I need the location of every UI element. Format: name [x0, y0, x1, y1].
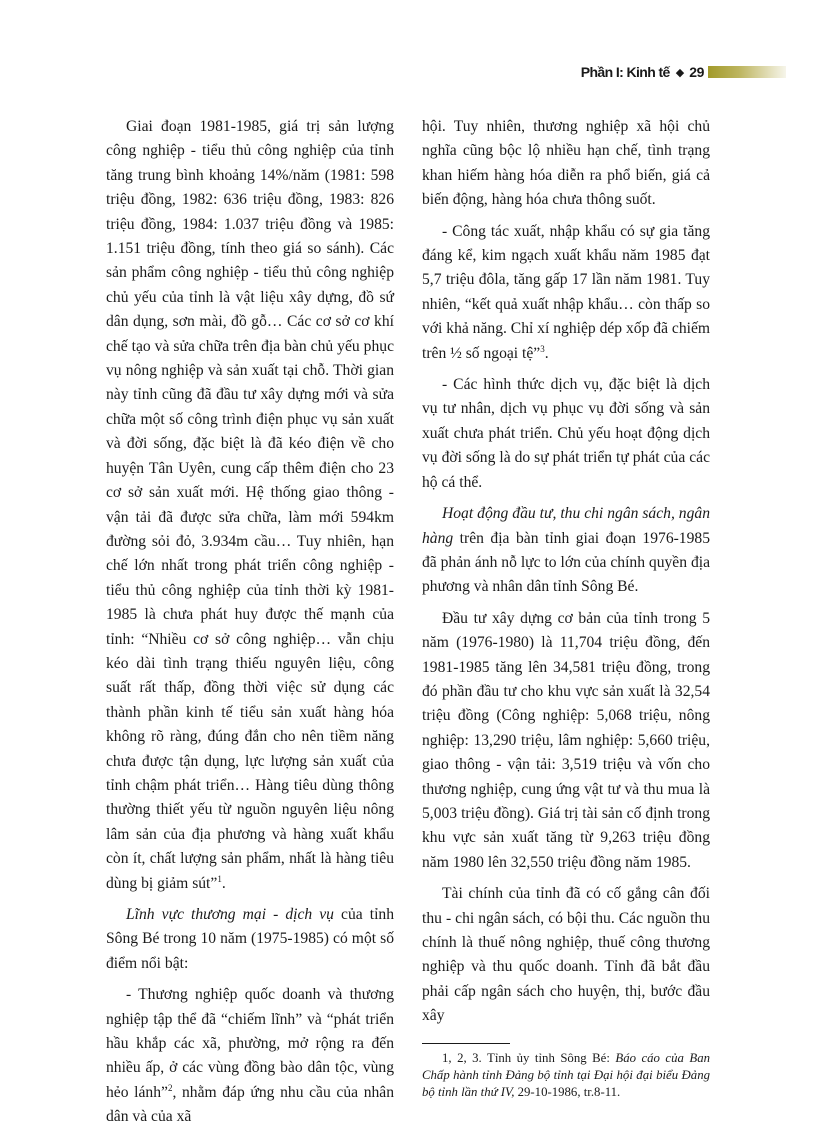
footnote-ref[interactable]: 1	[217, 873, 222, 884]
paragraph-continuation: hội. Tuy nhiên, thương nghiệp xã hội chủ nghĩa cũng bộc lộ nhiều hạn chế, tình trạng khan hiếm hàng hóa diễn ra phổ biến, giá cả biến động, hàng hóa chưa thông suốt.	[422, 118, 710, 209]
paragraph-text: của tỉnh Sông Bé trong 10 năm (1975-1985) có một số điểm nổi bật:	[106, 906, 394, 972]
paragraph-investment-intro	[422, 502, 710, 600]
section-title: Phần I: Kinh tế	[580, 64, 670, 80]
paragraph-services: - Các hình thức dịch vụ, đặc biệt là dịch vụ tư nhân, dịch vụ phục vụ đời sống và sản xuất chưa phát triển. Chủ yếu hoạt động dịch vụ đời sống là do sự phát triển tự phát của các hộ cá thể.	[422, 376, 710, 491]
diamond-icon: ◆	[675, 66, 685, 79]
right-column	[422, 115, 710, 1101]
paragraph-end: .	[221, 874, 226, 892]
paragraph-text: - Thương nghiệp quốc doanh và thương nghiệp tập thể đã “chiếm lĩnh” và “phát triển hầu khắp các xã, phường, mở rộng ra đến nhiều ấp, ở các vùng đồng bào dân tộc, vùng hẻo lánh”	[106, 986, 394, 1101]
running-header	[581, 62, 704, 82]
footnote-prefix: 1, 2, 3. Tỉnh ủy tỉnh Sông Bé:	[442, 1050, 616, 1065]
paragraph-finance: Tài chính của tỉnh đã có cố gắng cân đối thu - chi ngân sách, có bội thu. Các nguồn thu chính là thuế nông nghiệp, thuế công thương nghiệp và thu quốc doanh. Tỉnh đã bắt đầu phải cấp ngân sách cho huyện, thị, bước đầu xây	[422, 885, 710, 1025]
footnote-ref[interactable]: 2	[167, 1082, 173, 1093]
footnote	[422, 1050, 710, 1101]
paragraph-text: - Công tác xuất, nhập khẩu có sự gia tăng đáng kể, kim ngạch xuất khẩu năm 1985 đạt 5,7 triệu đôla, tăng gấp 17 lần năm 1981. Tuy nhiên, “kết quả xuất nhập khẩu… còn thấp so với khả năng. Chỉ xí nghiệp dép xốp đã chiếm trên ½ số ngoại tệ”	[422, 222, 711, 362]
footnote-divider	[422, 1043, 510, 1044]
footnote-ref[interactable]: 3	[540, 343, 545, 354]
paragraph-text: Giai đoạn 1981-1985, giá trị sản lượng công nghiệp - tiểu thủ công nghiệp của tỉnh tăng trung bình khoảng 14%/năm (1981: 598 triệu đồng, 1982: 636 triệu đồng, 1983: 826 triệu đồng, 1984: 1.037 triệu đồng và 1985: 1.151 triệu đồng, tính theo giá so sánh). Các sản phẩm công nghiệp - tiểu thủ công nghiệp chủ yếu của tỉnh là vật liệu xây dựng, đồ sứ dân dụng, sơn mài, đồ gỗ… Các cơ sở cơ khí chế tạo và sửa chữa trên địa bàn chủ yếu phục vụ nông nghiệp và sản xuất tại chỗ. Thời gian này tỉnh cũng đã đầu tư xây dựng mới và sửa chữa một số công trình điện phục vụ sản xuất và đời sống, đặc biệt là đã kéo điện về cho huyện Tân Uyên, cung cấp thêm điện cho 23 cơ sở sản xuất mới. Hệ thống giao thông - vận tải đã được sửa chữa, làm mới 594km đường sỏi đỏ, 3.934m cầu… Tuy nhiên, hạn chế lớn nhất trong phát triển công nghiệp - tiểu thủ công nghiệp của tỉnh thời kỳ 1981-1985 là chưa phát huy được thế mạnh của tỉnh: “Nhiều cơ sở công nghiệp… vẫn chịu kéo dài tình trạng thiếu nguyên liệu, công suất rất thấp, đồng thời việc sử dụng các thành phần kinh tế tiểu sản xuất hàng hóa không rõ ràng, đúng đắn cho nên tiềm năng chưa được tận dụng, lực lượng sản xuất của tỉnh chậm phát triển… Hàng tiêu dùng thông thường thiết yếu từ nguồn nguyên liệu nông lâm sản của địa phương và hàng xuất khẩu còn ít, chất lượng sản phẩm, nhất là hàng tiêu dùng bị giảm sút”	[106, 118, 394, 892]
paragraph-capital-investment: Đầu tư xây dựng cơ bản của tỉnh trong 5 năm (1976-1980) là 11,704 triệu đồng, đến 1981-1985 tăng lên 34,581 triệu đồng, trong đó phần đầu tư cho khu vực sản xuất là 32,54 triệu đồng (Công nghiệp: 5,068 triệu, nông nghiệp: 13,290 triệu, lâm nghiệp: 5,660 triệu, giao thông - vận tải: 3,519 triệu và vốn cho thương nghiệp, cung ứng vật tư và thu mua là 5,003 triệu đồng). Giá trị tài sản cố định trong khu vực sản xuất tăng từ 9,263 triệu đồng năm 1980 lên 32,550 triệu đồng năm 1985.	[422, 609, 710, 871]
italic-term: Hoạt động đầu tư, thu chi ngân sách, ngân hàng	[422, 505, 710, 547]
italic-term: Lĩnh vực thương mại - dịch vụ	[126, 906, 334, 923]
paragraph-state-commerce	[106, 983, 394, 1129]
paragraph-industry	[106, 115, 394, 896]
paragraph-text: trên địa bàn tỉnh giai đoạn 1976-1985 đã phản ánh nỗ lực to lớn của chính quyền địa phương và nhân dân tỉnh Sông Bé.	[422, 529, 710, 596]
paragraph-end: , nhằm đáp ứng nhu cầu của nhân dân và của xã	[106, 1083, 395, 1126]
paragraph-import-export	[422, 220, 710, 366]
page-number: 29	[689, 64, 704, 80]
left-column	[106, 115, 394, 1137]
footnote-source-title: Báo cáo của Ban Chấp hành tỉnh Đảng bộ tỉnh tại Đại hội đại biểu Đảng bộ tỉnh lần thứ IV,	[422, 1050, 710, 1099]
paragraph-end: .	[544, 344, 549, 362]
paragraph-commerce-intro	[106, 903, 394, 976]
header-accent-bar	[708, 66, 786, 78]
footnote-suffix: 29-10-1986, tr.8-11.	[514, 1084, 621, 1099]
